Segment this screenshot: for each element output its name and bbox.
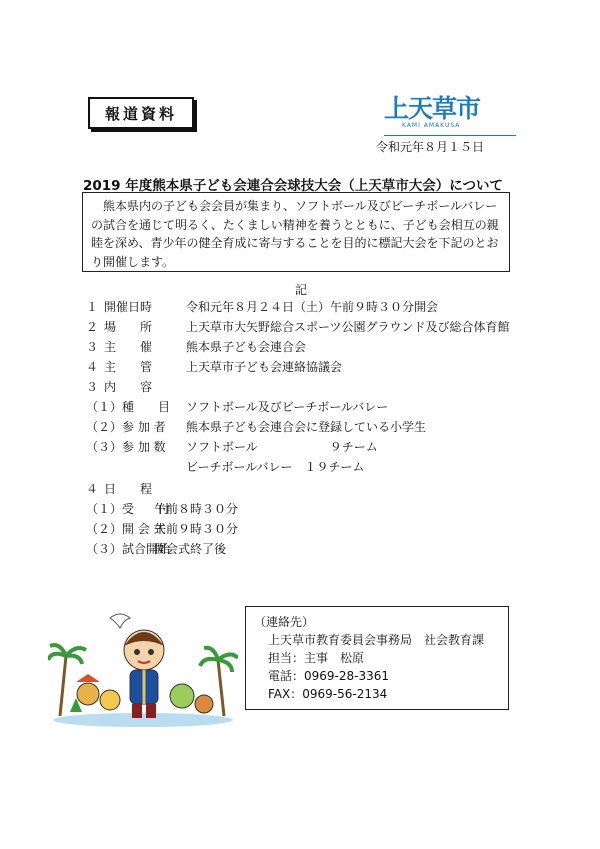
header-rule: [384, 135, 516, 136]
contact-office: 上天草市教育委員会事務局 社会教育課: [268, 633, 485, 647]
contact-person: 担当：主事 松原: [268, 651, 365, 665]
purpose-box: [82, 192, 510, 272]
city-logo: [384, 96, 514, 134]
logo-romaji: KAMI AMAKUSA: [402, 122, 461, 129]
contact-heading: （連絡先）: [254, 615, 315, 629]
logo-text: 上天草市: [384, 94, 481, 123]
purpose-text: 熊本県内の子ども会会員が集まり、ソフトボール及びビーチボールバレーの試合を通じて明るく、たくましい精神を養うとともに、子ども会相互の親睦を深め、青少年の健全育成に寄与することを目的に標記大会を下記のとおり開催します。: [91, 199, 499, 269]
contact-fax: FAX：0969-56-2134: [268, 687, 388, 701]
ki-heading: 記: [295, 283, 308, 297]
contact-box: [245, 606, 509, 710]
document-title: 2019 年度熊本県子ども会連合会球技大会（上天草市大会）について: [83, 178, 504, 194]
release-date: 令和元年８月１５日: [376, 140, 485, 154]
mascot-illustration: [48, 608, 238, 728]
press-release-label: 報道資料: [88, 97, 194, 129]
contact-phone: 電話：0969-28-3361: [268, 669, 390, 683]
